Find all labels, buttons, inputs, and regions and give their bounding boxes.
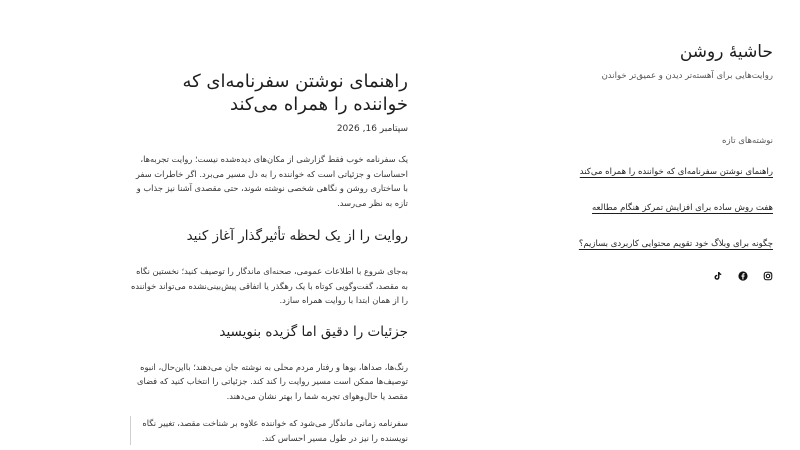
recent-post-link-3[interactable]: چگونه برای وبلاگ خود تقویم محتوایی کاربردی بسازیم؟ [578, 239, 773, 249]
sidebar [578, 40, 773, 281]
recent-posts-list [578, 159, 773, 253]
section-heading-1: روایت را از یک لحظه تأثیرگذار آغاز کنید [186, 228, 408, 244]
section-paragraph-2: رنگ‌ها، صداها، بوها و رفتار مردم محلی به نوشته جان می‌دهند؛ با‌این‌حال، انبوه توصیف‌ها ممکن است مسیر روایت را کند کند. جزئیاتی را انتخاب کنید که فضای مقصد یا حال‌وهوای تجربه شما را بهتر نشان می‌دهند. [136, 361, 408, 401]
quote-text: سفرنامه زمانی ماندگار می‌شود که خواننده علاوه بر شناخت مقصد، تغییر نگاه نویسنده را نیز در طول مسیر احساس کند. [142, 418, 408, 443]
list-item [578, 231, 773, 253]
recent-posts-heading: نوشته‌های تازه [722, 136, 773, 146]
facebook-icon[interactable] [738, 271, 748, 281]
main-content [130, 70, 408, 445]
recent-post-link-2[interactable]: هفت روش ساده برای افزایش تمرکز هنگام مطالعه [592, 203, 773, 213]
pull-quote [130, 416, 408, 445]
list-item [579, 159, 773, 181]
social-links [593, 271, 773, 281]
post-intro-paragraph: یک سفرنامه خوب فقط گزارشی از مکان‌های دیده‌شده نیست؛ روایت تجربه‌ها، احساسات و جزئیاتی است که خواننده را به دل مسیر می‌برد. اگر خاطرات سفر با ساختاری روشن و نگاهی شخصی نوشته شوند، حتی مقصدی آشنا نیز جذاب و تازه به نظر می‌رسد. [135, 154, 408, 208]
post-title: راهنمای نوشتن سفرنامه‌ای که خواننده را همراه می‌کند [182, 71, 408, 115]
section-heading-2: جزئیات را دقیق اما گزیده بنویسید [219, 323, 408, 340]
site-title[interactable]: حاشیهٔ روشن [679, 42, 773, 62]
post-date: سپتامبر 16, 2026 [336, 124, 408, 134]
instagram-icon[interactable] [763, 271, 773, 281]
recent-post-link-1[interactable]: راهنمای نوشتن سفرنامه‌ای که خواننده را همراه می‌کند [579, 167, 773, 177]
tiktok-icon[interactable] [713, 271, 723, 281]
list-item [593, 195, 773, 217]
site-tagline: روایت‌هایی برای آهسته‌تر دیدن و عمیق‌تر خواندن [601, 71, 773, 81]
section-paragraph-1: به‌جای شروع با اطلاعات عمومی، صحنه‌ای ماندگار را توصیف کنید؛ نخستین نگاه به مقصد، گفت‌وگویی کوتاه با یک رهگذر یا اتفاقی پیش‌بینی‌نشده می‌تواند خواننده را از همان ابتدا با روایت همراه سازد. [131, 266, 408, 305]
